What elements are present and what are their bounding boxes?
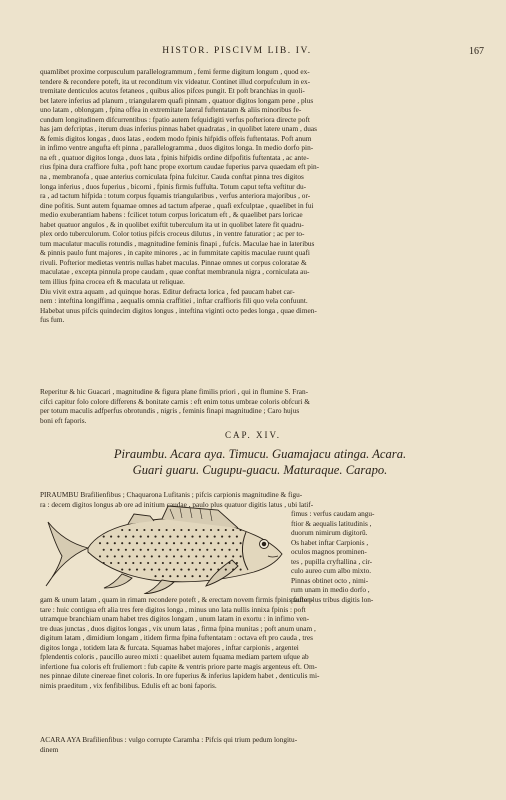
text-line: oculos magnos prominen- bbox=[291, 547, 367, 557]
text-line: tes , pupilla cryftallina , cir- bbox=[291, 556, 373, 566]
body-paragraph-guacari bbox=[40, 67, 484, 325]
text-line: tem illius fpina crocea eft & maculata ut reliquae. bbox=[40, 277, 185, 287]
text-line: rivuli. Pofterior medietas ventris nullas habet maculas. Pinnae omnes ut corpus coloratae & bbox=[40, 257, 307, 267]
text-line: nimis praeditum , vix fenfibilibus. Edulis eft ac boni faporis. bbox=[40, 680, 217, 690]
text-line: na eft , quatuor digitos longa , duos lata , fpinis hifpidis ordine difpofitis fuftentata , ac ante- bbox=[40, 152, 309, 162]
body-paragraph-gam bbox=[40, 595, 484, 690]
text-line: Reperitur & hic Guacari , magnitudine & figura plane fimilis priori , qui in flumine S. Fran- bbox=[40, 387, 309, 396]
piraumbu-wrapped-lines bbox=[291, 509, 484, 604]
body-paragraph-reperitur bbox=[40, 387, 484, 406]
text-line: in infimo ventre angufta eft pinna , parallelogramma , duos digitos longa. In medio dorfo pin- bbox=[40, 143, 314, 153]
text-line: digitum latam , dimidium longam , itidem firma fpina fuftentatam : octava eft pro cauda , tres bbox=[40, 633, 313, 643]
text-line: nem : inteftina longiffima , aequalis omnia craffitiei , inftar craffioris fili quo vela confuunt. bbox=[40, 296, 308, 306]
text-line: medio exuberantiam habens : fcilicet totum corpus loricatum eft , & quaelibet pars loricae bbox=[40, 210, 303, 220]
text-line: tum maculatur maculis rotundis , magnitudine feminis finapi , fufcis. Maculae hae in lateribus bbox=[40, 238, 315, 248]
text-line: culo aureo cum albo mixto. bbox=[291, 566, 372, 576]
text-line: tremitate denticulos acutos fetaneos , quibus alios pifces pungit. Et poft branchias in quoli- bbox=[40, 86, 305, 96]
text-line: Pinnas obtinet octo , nimi- bbox=[291, 575, 369, 585]
text-line: Os habet inftar Carpionis , bbox=[291, 537, 369, 547]
text-line: Piraumbu. Acara aya. Timucu. Guamajacu atinga. Acara. bbox=[113, 447, 407, 461]
body-paragraph-acara-aya bbox=[40, 735, 484, 754]
text-line: fimus : verfus caudam angu- bbox=[291, 509, 375, 519]
text-line: tendere & recondere poteft, ita ut reconditum vix videatur. Continet illud corpufculum in ex- bbox=[40, 76, 311, 86]
text-line: cifci capitur folo colore differens & bonitate carnis : eft enim totus umbrae coloris obfcuri & bbox=[40, 396, 310, 406]
text-line: tare : huic contigua eft alia tres fere digitos longa , minus uno lata nullis innixa fpinis : poft bbox=[40, 604, 306, 614]
fish-tail bbox=[46, 522, 88, 586]
text-line: paulo plus tribus digitis lon- bbox=[291, 595, 374, 605]
text-line: maculatae , excepta pinnula prope caudam , quae conftat membranula nigra , corniculata au- bbox=[40, 267, 310, 277]
fish-names-title bbox=[70, 446, 450, 478]
text-line: quamlibet proxime corpusculum parallelogrammum , femi ferme digitum longum , quod ex- bbox=[40, 67, 310, 76]
text-line: Diu vivit extra aquam , ad quinque horas. Editur defracta lorica , fed paucam habet car- bbox=[40, 286, 295, 296]
text-line: uno latam , oblongam , fpina offea in extremitate lateral fuftentatam & aliis minoribus fe- bbox=[40, 105, 302, 115]
chapter-heading: CAP. XIV. bbox=[224, 430, 282, 440]
text-line: na , membranofa , quae anterius corniculata fpina fulcitur. Cauda conftat pinna tres digitos bbox=[40, 172, 304, 182]
text-line: longa inferius , duos fuperius , bicorni , fpinis firmis fuffulta. Totum caput tefta veftitur du- bbox=[40, 181, 307, 191]
text-line: dinem bbox=[40, 744, 59, 754]
text-line: boni eft faporis. bbox=[40, 415, 87, 425]
text-line: ftior & aequalis latitudinis , bbox=[291, 518, 372, 528]
text-line: Habebat unus pifcis quindecim digitos longus , inteftina viginti octo pedes longa , quae dimen- bbox=[40, 305, 317, 315]
fish-illustration bbox=[42, 500, 288, 594]
text-line: bet latere inferius ad planum , triangularem quafi pinnam , quatuor digitos longam pene , plus bbox=[40, 95, 314, 105]
text-line: rum unam in medio dorfo , bbox=[291, 585, 370, 595]
text-line: & femis digitos longas , duos latas , eodem modo fpinis hifpidis offeis fuftentatas. Poft anum bbox=[40, 133, 312, 143]
page-number: 167 bbox=[469, 46, 484, 57]
text-line: digitos longa , totidem lata & furcata. Squamas habet majores , inftar carpionis , argentei bbox=[40, 642, 299, 652]
text-line: plex ordo tuberculorum. Color totius pifcis croceus dilutus , in ventre faturatior ; ac per to- bbox=[40, 229, 305, 239]
text-line: ACARA AYA Brafilienfibus : vulgo corrupte Caramha : Pifcis qui trium pedum longitu- bbox=[40, 735, 298, 744]
text-line: habet quatuor angulos , & in quolibet exiftit tuberculum ita ut in quolibet latere fit quadru- bbox=[40, 219, 304, 229]
text-line: cundum longitudinem difcurrentibus : fpatio autem fefquidigiti verfus pofteriora directe poft bbox=[40, 114, 310, 124]
text-line: gam & unum latam , quam in rimam recondere poteft , & erectam novem firmis fpinis fuften- bbox=[40, 595, 314, 604]
running-head: HISTOR. PISCIVM LIB. IV. bbox=[162, 46, 312, 56]
text-line: infertione fua coloris eft fruliemort : fub capite & ventris priore parte magis argenteus eft. Om- bbox=[40, 661, 318, 671]
page-header bbox=[40, 46, 484, 60]
text-line: tre duas junctas , duos digitos longas , vix unum latas , firma fpina munitas ; poft anum unam , bbox=[40, 623, 316, 633]
text-line: dine pofitis. Sunt autem fquamae omnes ad tactum afperae , quafi exfculptae , quaelibet in fui bbox=[40, 200, 314, 210]
text-line: duorum nimirum digitorū. bbox=[291, 528, 368, 538]
text-line: rius fpina dura craffiore fulta , poft hanc prope exortum caudae fuperius parva quaedam eft pin- bbox=[40, 162, 320, 172]
text-line: has jam defcriptas , iterum duas inferius pinnas habet quadratas , in quolibet latere unam , duas bbox=[40, 124, 317, 134]
text-line: Guari guaru. Cugupu-guacu. Maturaque. Carapo. bbox=[132, 463, 388, 477]
text-line: fus fum. bbox=[40, 315, 65, 325]
body-paragraph-per-totum bbox=[40, 406, 484, 425]
text-line: & pinnis paulo funt majores , in capite minores , ac in fummitate capitis maculae ruunt quafi bbox=[40, 248, 310, 258]
text-line: per totum maculis adfperfus obrotundis , nigris , feminis finapi magnitudine ; Caro hujus bbox=[40, 406, 300, 415]
text-line: fplendentis coloris , paucillo aureo mixti : quaelibet autem fquama mediam partem ufque ab bbox=[40, 652, 309, 662]
text-line: utramque branchiam unam habet tres digitos longam , unum latam in exortu : in infimo ven- bbox=[40, 614, 310, 624]
text-line: ra : decem digitos longus ab ore ad initium caudae , paulo plus quatuor digitis latus , ubi latif- bbox=[40, 499, 314, 509]
text-line: nes pinnae dilute cinereae finet coloris. In ore fuperius & inferius lapidem habet , denticulis mi- bbox=[40, 671, 320, 681]
text-line: PIRAUMBU Brafilienfibus ; Chaquarona Lufitanis ; pifcis carpionis magnitudine & figu- bbox=[40, 490, 303, 499]
text-line: ra , ad tactum hifpida : totum corpus fquamis triangularibus , verfus anteriora majoribus , or- bbox=[40, 191, 311, 201]
